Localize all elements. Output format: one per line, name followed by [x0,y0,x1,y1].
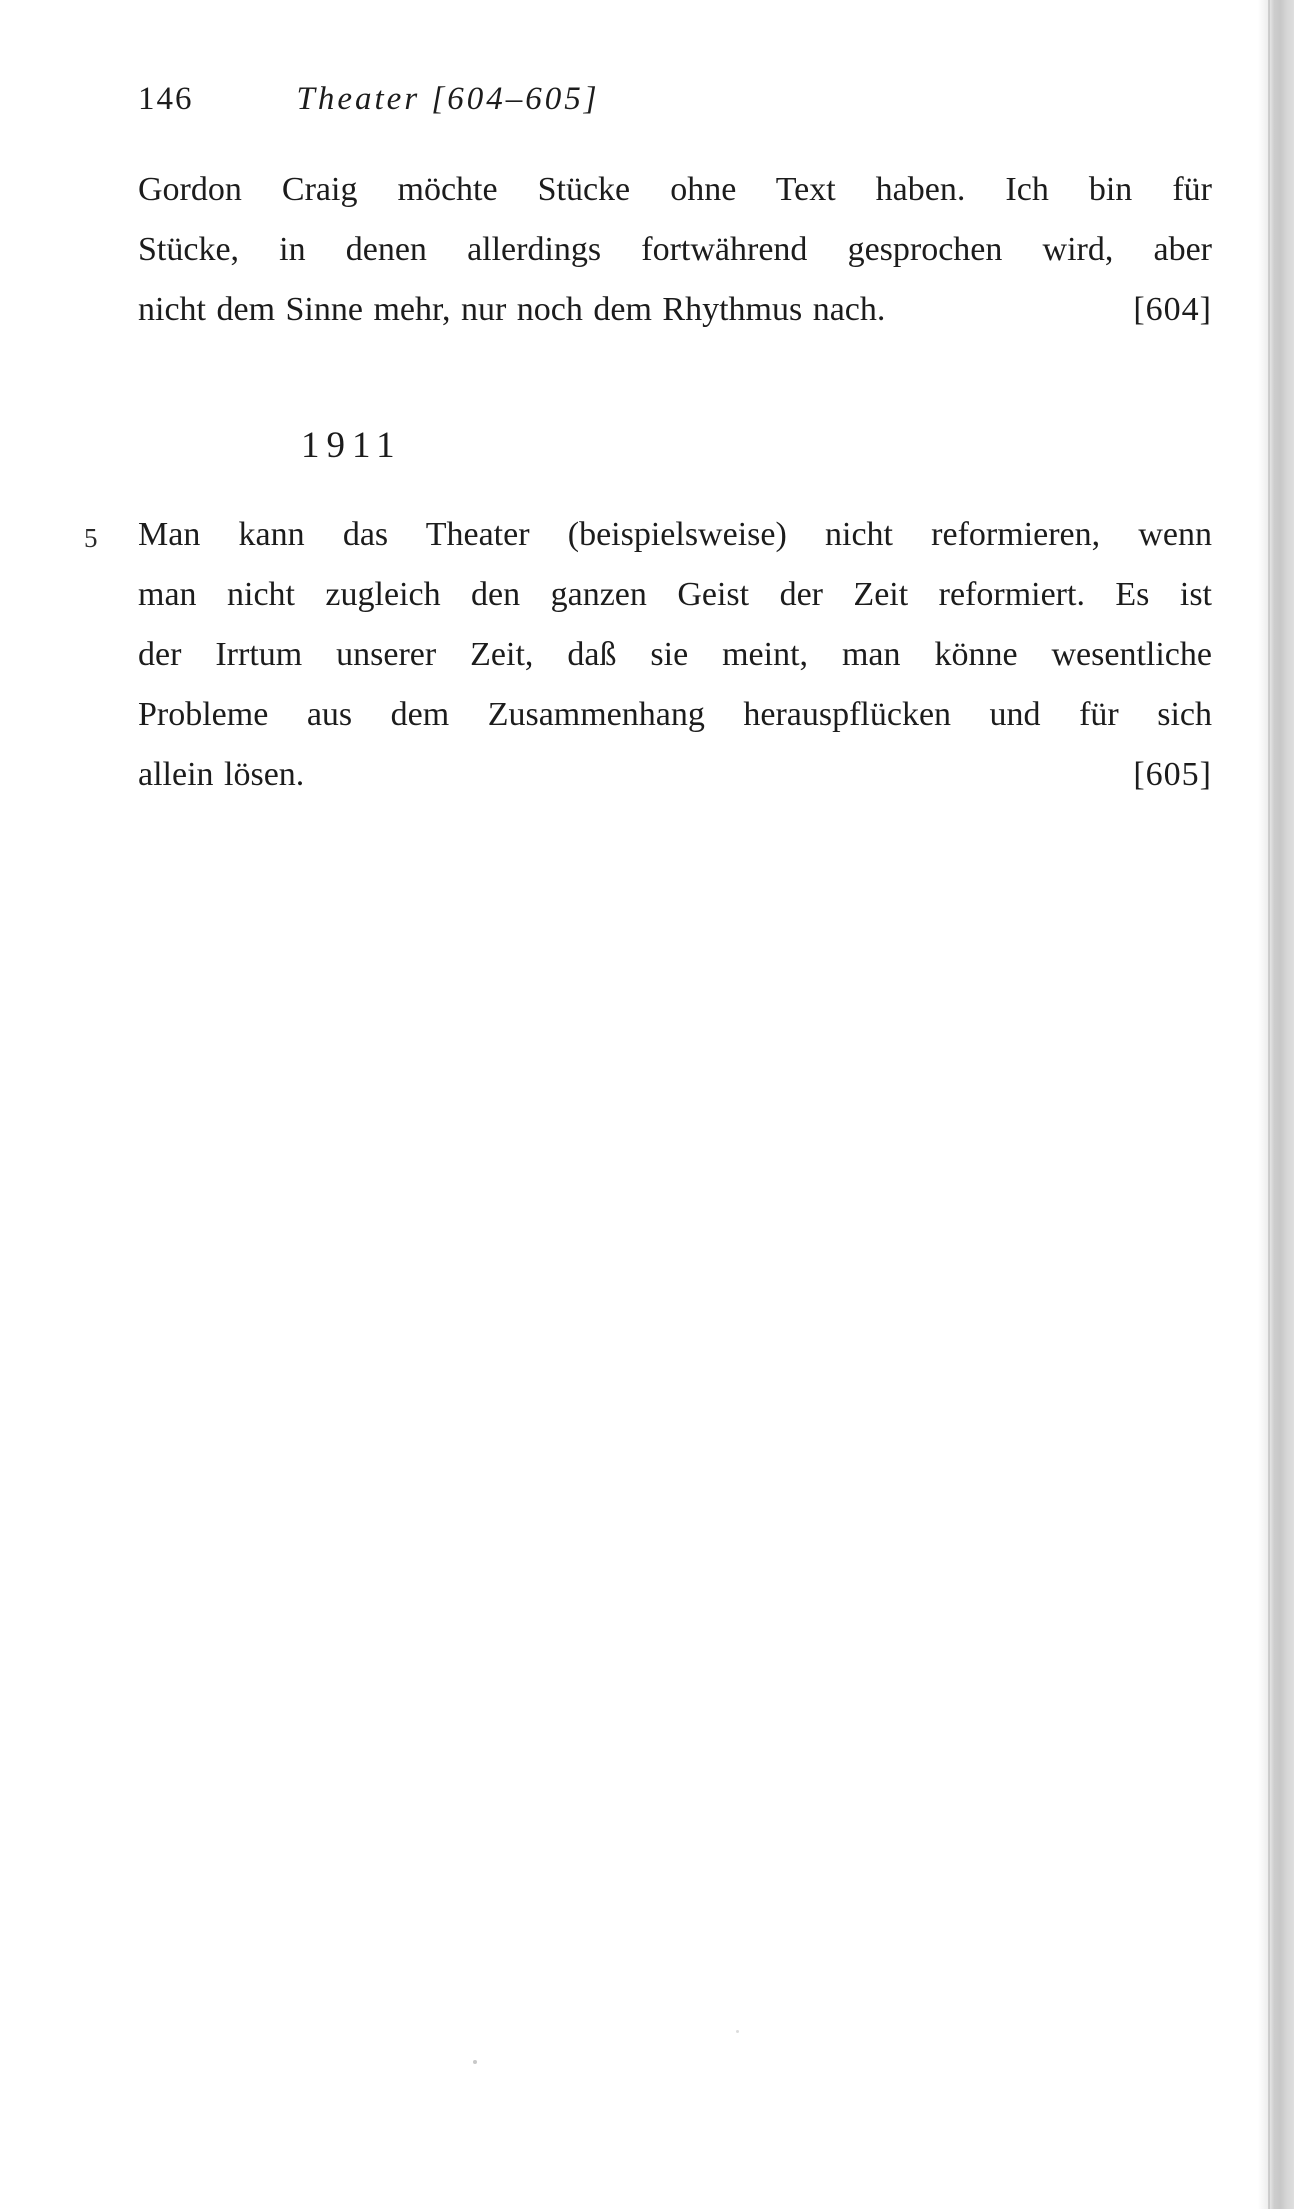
scan-page-edge [1258,0,1294,2209]
page-number: 146 [138,81,194,117]
year-heading: 1911 [301,425,402,466]
running-header [138,78,600,120]
paragraph-last-line [138,745,1212,805]
paragraph-last-line [138,280,1212,340]
paragraph-entry-605 [138,505,1212,805]
paragraph-line: Gordon Craig möchte Stücke ohne Text haben. Ich bin für [138,171,1212,208]
entry-number-tag-604: [604] [1133,291,1212,328]
margin-line-number: 5 [84,523,98,553]
entry-number-tag-605: [605] [1133,756,1212,793]
scan-edge-line [1268,0,1270,2209]
paragraph-line: Stücke, in denen allerdings fortwährend gesprochen wird, aber [138,231,1212,268]
scan-speck [736,2030,739,2033]
paragraph-line: der Irrtum unserer Zeit, daß sie meint, man könne wesentliche [138,636,1212,673]
scan-speck [473,2060,477,2064]
paragraph-line-text: allein lösen. [138,756,305,793]
paragraph-line-text: nicht dem Sinne mehr, nur noch dem Rhythmus nach. [138,291,886,328]
paragraph-entry-604 [138,160,1212,340]
paragraph-line: man nicht zugleich den ganzen Geist der Zeit reformiert. Es ist [138,576,1212,613]
paragraph-line: Man kann das Theater (beispielsweise) nicht reformieren, wenn [138,516,1212,553]
paragraph-line: Probleme aus dem Zusammenhang herauspflücken und für sich [138,696,1212,733]
running-header-title: Theater [604–605] [296,81,600,117]
